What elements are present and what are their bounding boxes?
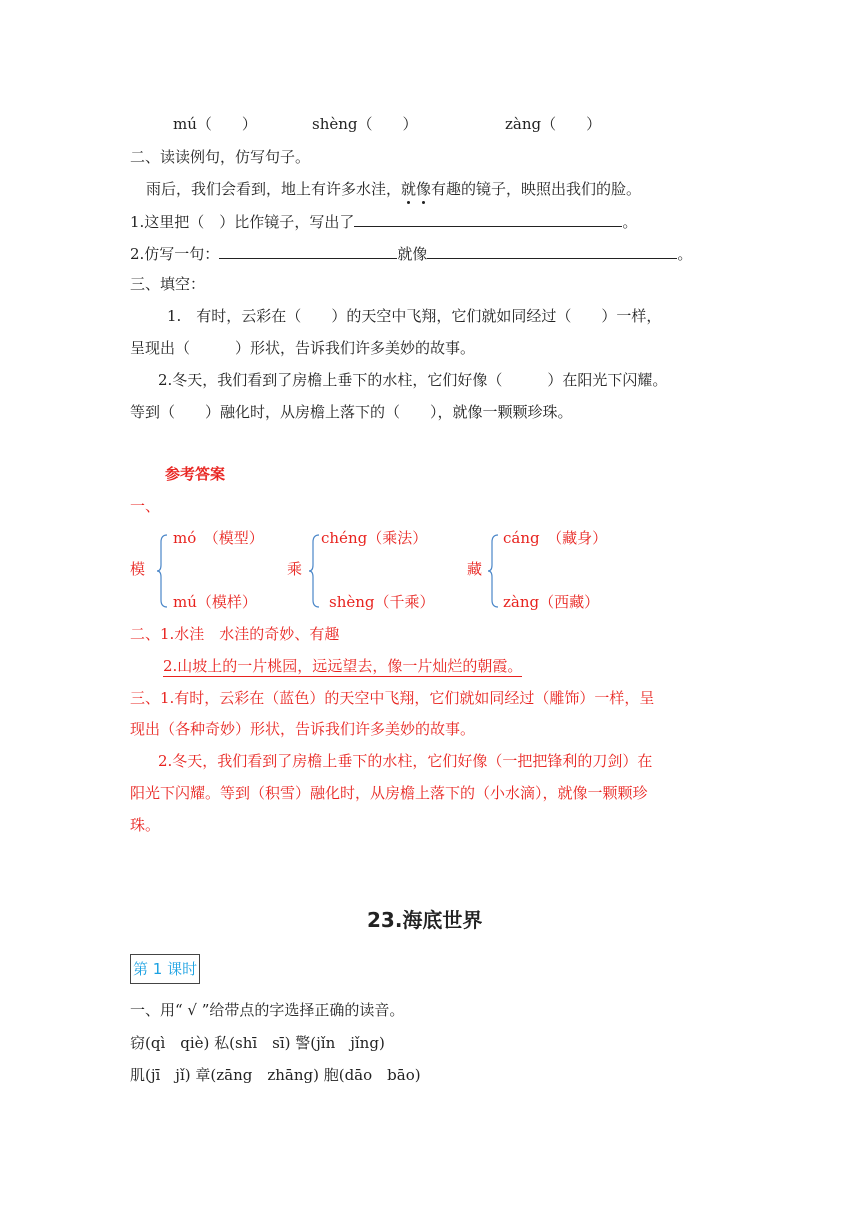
pinyin-text: shèng xyxy=(312,115,358,133)
answers-part1-label: 一、 xyxy=(130,497,161,515)
section2-heading: 二、读读例句，仿写句子。 xyxy=(130,148,311,166)
reading-top-cheng: chéng（乘法） xyxy=(321,529,428,547)
reading-bottom-mu: mú（模样） xyxy=(173,593,257,611)
example-sentence xyxy=(146,179,641,199)
polyphone-char-mo: 模 xyxy=(130,560,146,578)
pinyin-item-mu xyxy=(173,114,257,134)
reading-bottom-zang: zàng（西藏） xyxy=(503,593,600,611)
answer-paren: （ ） xyxy=(357,115,418,133)
dotted-char: 像 xyxy=(416,180,432,198)
pinyin-text: zàng xyxy=(505,115,542,133)
answers-part3-line4: 阳光下闪耀。等到（积雪）融化时，从房檐上落下的（小水滴），就像一颗颗珍 xyxy=(130,784,648,802)
example-text: 雨后，我们会看到，地上有许多水洼， xyxy=(146,180,402,198)
pinyin-choice-row-1: 窃(qì qiè) 私(shī sī) 警(jǐn jǐng) xyxy=(130,1034,385,1052)
question-2-1 xyxy=(130,210,637,232)
lesson-period-badge: 第 1 课时 xyxy=(130,954,200,984)
fill-q1-line1: 1. 有时，云彩在（ ）的天空中飞翔，它们就如同经过（ ）一样， xyxy=(167,307,662,325)
pinyin-choice-row-2: 肌(jī jǐ) 章(zāng zhāng) 胞(dāo bāo) xyxy=(130,1066,421,1084)
question-text: 1.这里把（ ）比作镜子，写出了 xyxy=(130,213,355,231)
question-2-2 xyxy=(130,242,692,264)
answers-heading: 参考答案 xyxy=(165,465,226,483)
brace-icon xyxy=(157,534,169,608)
answer-blank[interactable] xyxy=(219,242,397,259)
reading-top-mo: mó （模型） xyxy=(173,529,264,547)
reading-top-cang: cáng （藏身） xyxy=(503,529,608,547)
brace-icon xyxy=(488,534,500,608)
punct: 。 xyxy=(622,213,638,231)
underlined-answer: 2.山坡上的一片桃园，远远望去，像一片灿烂的朝霞。 xyxy=(163,657,523,675)
reading-bottom-sheng: shèng（千乘） xyxy=(329,593,435,611)
pinyin-item-sheng xyxy=(312,114,418,134)
polyphone-char-cheng: 乘 xyxy=(287,560,303,578)
answers-part3-line1: 三、1.有时，云彩在（蓝色）的天空中飞翔，它们就如同经过（雕饰）一样，呈 xyxy=(130,689,655,707)
answer-blank[interactable] xyxy=(354,210,622,227)
pinyin-text: mú xyxy=(173,115,197,133)
answer-paren: （ ） xyxy=(196,115,257,133)
answer-paren: （ ） xyxy=(541,115,602,133)
question-text: 2.仿写一句： xyxy=(130,245,220,263)
fill-q2-line2: 等到（ ）融化时，从房檐上落下的（ ），就像一颗颗珍珠。 xyxy=(130,403,573,421)
answers-part2-line1: 二、1.水洼 水洼的奇妙、有趣 xyxy=(130,625,340,643)
polyphone-char-cang: 藏 xyxy=(467,560,483,578)
pinyin-item-zang xyxy=(505,114,601,134)
question-text: 就像 xyxy=(397,245,428,263)
dotted-char: 就 xyxy=(401,180,417,198)
answer-blank[interactable] xyxy=(427,242,677,259)
fill-q1-line2: 呈现出（ ）形状，告诉我们许多美妙的故事。 xyxy=(130,339,476,357)
answers-part3-line5: 珠。 xyxy=(130,816,161,834)
answers-part3-line3: 2.冬天，我们看到了房檐上垂下的水柱，它们好像（一把把锋利的刀剑）在 xyxy=(158,752,653,770)
punct: 。 xyxy=(677,245,693,263)
answers-part2-line2 xyxy=(163,656,522,676)
fill-q2-line1: 2.冬天，我们看到了房檐上垂下的水柱，它们好像（ ）在阳光下闪耀。 xyxy=(158,371,668,389)
section3-heading: 三、填空： xyxy=(130,275,206,293)
brace-icon xyxy=(309,534,321,608)
lesson-q1-heading: 一、用“ √ ”给带点的字选择正确的读音。 xyxy=(130,1001,405,1019)
example-text: 有趣的镜子，映照出我们的脸。 xyxy=(431,180,642,198)
answers-part3-line2: 现出（各种奇妙）形状，告诉我们许多美妙的故事。 xyxy=(130,720,476,738)
lesson-title: 23.海底世界 xyxy=(367,908,483,932)
